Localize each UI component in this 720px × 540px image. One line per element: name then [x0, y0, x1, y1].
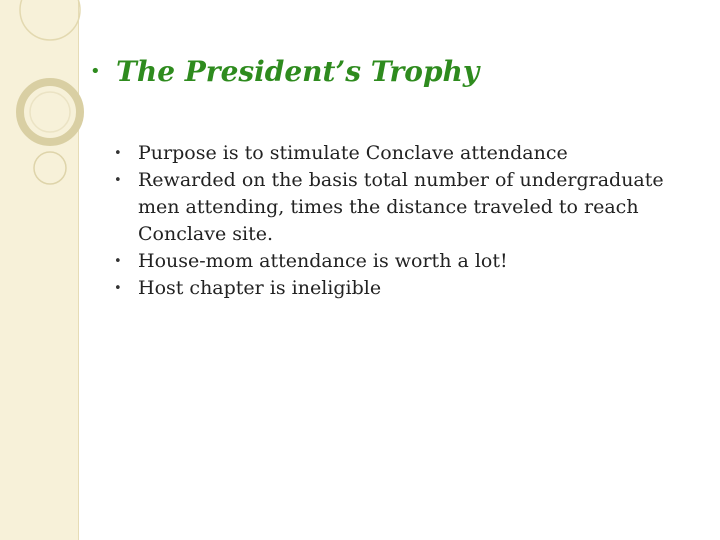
- bullet-marker: •: [114, 173, 122, 188]
- slide-title: The President’s Trophy: [116, 55, 480, 88]
- bullet-item: [114, 275, 684, 302]
- bullet-item: [114, 167, 684, 248]
- bullet-text: Rewarded on the basis total number of undergraduate men attending, times the distance traveled to reach Conclave site.: [138, 169, 664, 245]
- bullet-list: [114, 140, 684, 302]
- title-bullet: •: [90, 61, 101, 82]
- bullet-marker: •: [114, 146, 122, 161]
- bullet-marker: •: [114, 254, 122, 269]
- bullet-item: [114, 140, 684, 167]
- bullet-text: Host chapter is ineligible: [138, 277, 382, 299]
- bullet-item: [114, 248, 684, 275]
- slide-title-row: [90, 52, 690, 92]
- bullet-text: Purpose is to stimulate Conclave attendance: [138, 142, 568, 164]
- bullet-marker: •: [114, 281, 122, 296]
- bullet-text: House-mom attendance is worth a lot!: [138, 250, 508, 272]
